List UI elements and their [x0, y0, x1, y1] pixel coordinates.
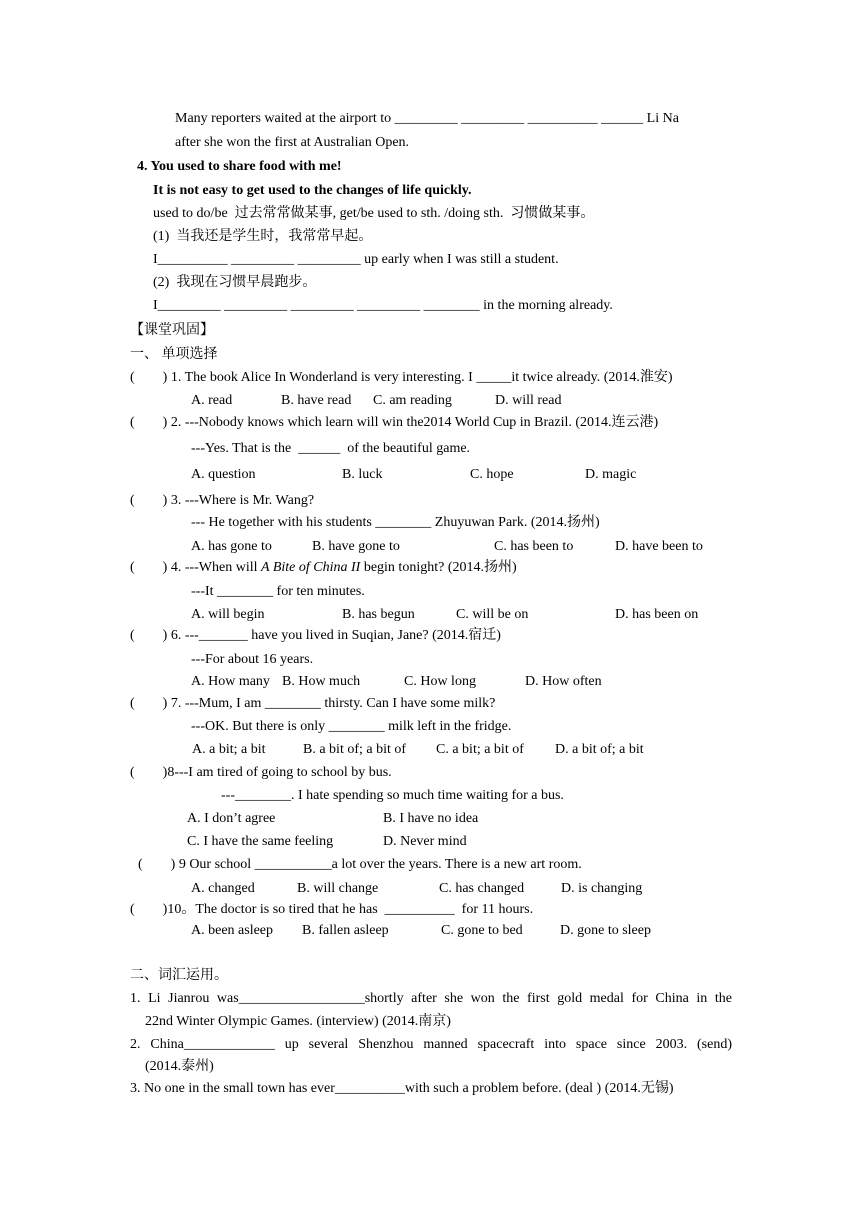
vocab-1-line-2: 22nd Winter Olympic Games. (interview) (2014.南京): [145, 1014, 451, 1029]
q6-line-2: ---For about 16 years.: [191, 652, 314, 667]
q10-option-d: D. gone to sleep: [560, 923, 651, 938]
text-line: after she won the first at Australian Open.: [175, 135, 410, 150]
q1-option-d: D. will read: [495, 393, 562, 408]
q2-option-a: A. question: [191, 467, 256, 482]
q6-option-d: D. How often: [525, 674, 602, 689]
section-heading: 【课堂巩固】: [130, 323, 214, 338]
question-6: ( ) 6. ---_______ have you lived in Suqian, Jane? (2014.宿迁): [130, 628, 501, 643]
vocab-3: 3. No one in the small town has ever__________with such a problem before. (deal ) (2014.无锡): [130, 1081, 674, 1096]
exercise-2-answer-line: I_________ _________ _________ _________ ________ in the morning already.: [153, 298, 613, 313]
question-2: ( ) 2. ---Nobody knows which learn will win the2014 World Cup in Brazil. (2014.连云港): [130, 415, 659, 430]
q4-book-title: A Bite of China II: [261, 560, 361, 575]
q8-option-b: B. I have no idea: [383, 811, 479, 826]
q2-line-2: ---Yes. That is the ______ of the beautiful game.: [191, 441, 471, 456]
q2-option-b: B. luck: [342, 467, 383, 482]
q4-stem-pre: ( ) 4. ---When will: [130, 560, 262, 575]
question-7: ( ) 7. ---Mum, I am ________ thirsty. Can I have some milk?: [130, 696, 496, 711]
q1-option-c: C. am reading: [373, 393, 452, 408]
q10-option-a: A. been asleep: [191, 923, 274, 938]
q4-option-a: A. will begin: [191, 607, 265, 622]
q8-option-a: A. I don’t agree: [187, 811, 276, 826]
q2-option-d: D. magic: [585, 467, 637, 482]
q9-option-c: C. has changed: [439, 881, 525, 896]
exercise-2-prompt: (2) 我现在习惯早晨跑步。: [153, 275, 317, 290]
q9-option-b: B. will change: [297, 881, 379, 896]
part-1-heading: 一、 单项选择: [130, 347, 218, 362]
q4-line-2: ---It ________ for ten minutes.: [191, 584, 365, 599]
q9-option-d: D. is changing: [561, 881, 643, 896]
question-8: ( )8---I am tired of going to school by bus.: [130, 765, 392, 780]
q3-option-a: A. has gone to: [191, 539, 272, 554]
q8-option-c: C. I have the same feeling: [187, 834, 334, 849]
part-2-heading: 二、词汇运用。: [130, 968, 228, 983]
vocab-2-line-2: (2014.泰州): [145, 1059, 214, 1074]
fill-line-reporters: Many reporters waited at the airport to _________ _________ __________ ______ Li Na: [175, 111, 679, 126]
q7-option-b: B. a bit of; a bit of: [303, 742, 407, 757]
q1-option-b: B. have read: [281, 393, 352, 408]
q9-option-a: A. changed: [191, 881, 255, 896]
question-4: [130, 559, 517, 577]
vocab-2-line-1: 2. China_____________ up several Shenzhou manned spacecraft into space since 2003. (send): [130, 1037, 732, 1052]
q4-option-d: D. has been on: [615, 607, 699, 622]
question-1: ( ) 1. The book Alice In Wonderland is very interesting. I _____it twice already. (2014.淮安): [130, 370, 673, 385]
exercise-1-prompt: (1) 当我还是学生时，我常常早起。: [153, 229, 373, 244]
q7-option-a: A. a bit; a bit: [192, 742, 266, 757]
question-3: ( ) 3. ---Where is Mr. Wang?: [130, 493, 315, 508]
question-10: ( )10。The doctor is so tired that he has __________ for 11 hours.: [130, 902, 534, 917]
q7-option-c: C. a bit; a bit of: [436, 742, 524, 757]
q7-option-d: D. a bit of; a bit: [555, 742, 644, 757]
q10-option-b: B. fallen asleep: [302, 923, 389, 938]
q8-line-2: ---________. I hate spending so much time waiting for a bus.: [221, 788, 564, 803]
q1-option-a: A. read: [191, 393, 233, 408]
usage-note: used to do/be 过去常常做某事, get/be used to sth. /doing sth. 习惯做某事。: [153, 206, 595, 221]
q4-option-c: C. will be on: [456, 607, 529, 622]
q8-option-d: D. Never mind: [383, 834, 467, 849]
q6-option-c: C. How long: [404, 674, 476, 689]
q3-option-b: B. have gone to: [312, 539, 400, 554]
q7-line-2: ---OK. But there is only ________ milk left in the fridge.: [191, 719, 512, 734]
q4-stem-post: begin tonight? (2014.扬州): [360, 560, 517, 575]
q10-option-c: C. gone to bed: [441, 923, 523, 938]
q6-option-b: B. How much: [282, 674, 361, 689]
exercise-1-answer-line: I__________ _________ _________ up early when I was still a student.: [153, 252, 559, 267]
q3-option-c: C. has been to: [494, 539, 574, 554]
point-4-subtitle: It is not easy to get used to the changes of life quickly.: [153, 183, 472, 198]
question-9: ( ) 9 Our school ___________a lot over the years. There is a new art room.: [138, 857, 582, 872]
q4-option-b: B. has begun: [342, 607, 415, 622]
vocab-1-line-1: 1. Li Jianrou was__________________shortly after she won the first gold medal for China in the: [130, 991, 732, 1006]
q6-option-a: A. How many: [191, 674, 270, 689]
q2-option-c: C. hope: [470, 467, 514, 482]
q3-option-d: D. have been to: [615, 539, 703, 554]
q3-line-2: --- He together with his students ________ Zhuyuwan Park. (2014.扬州): [191, 515, 600, 530]
point-4-title: 4. You used to share food with me!: [137, 159, 342, 174]
